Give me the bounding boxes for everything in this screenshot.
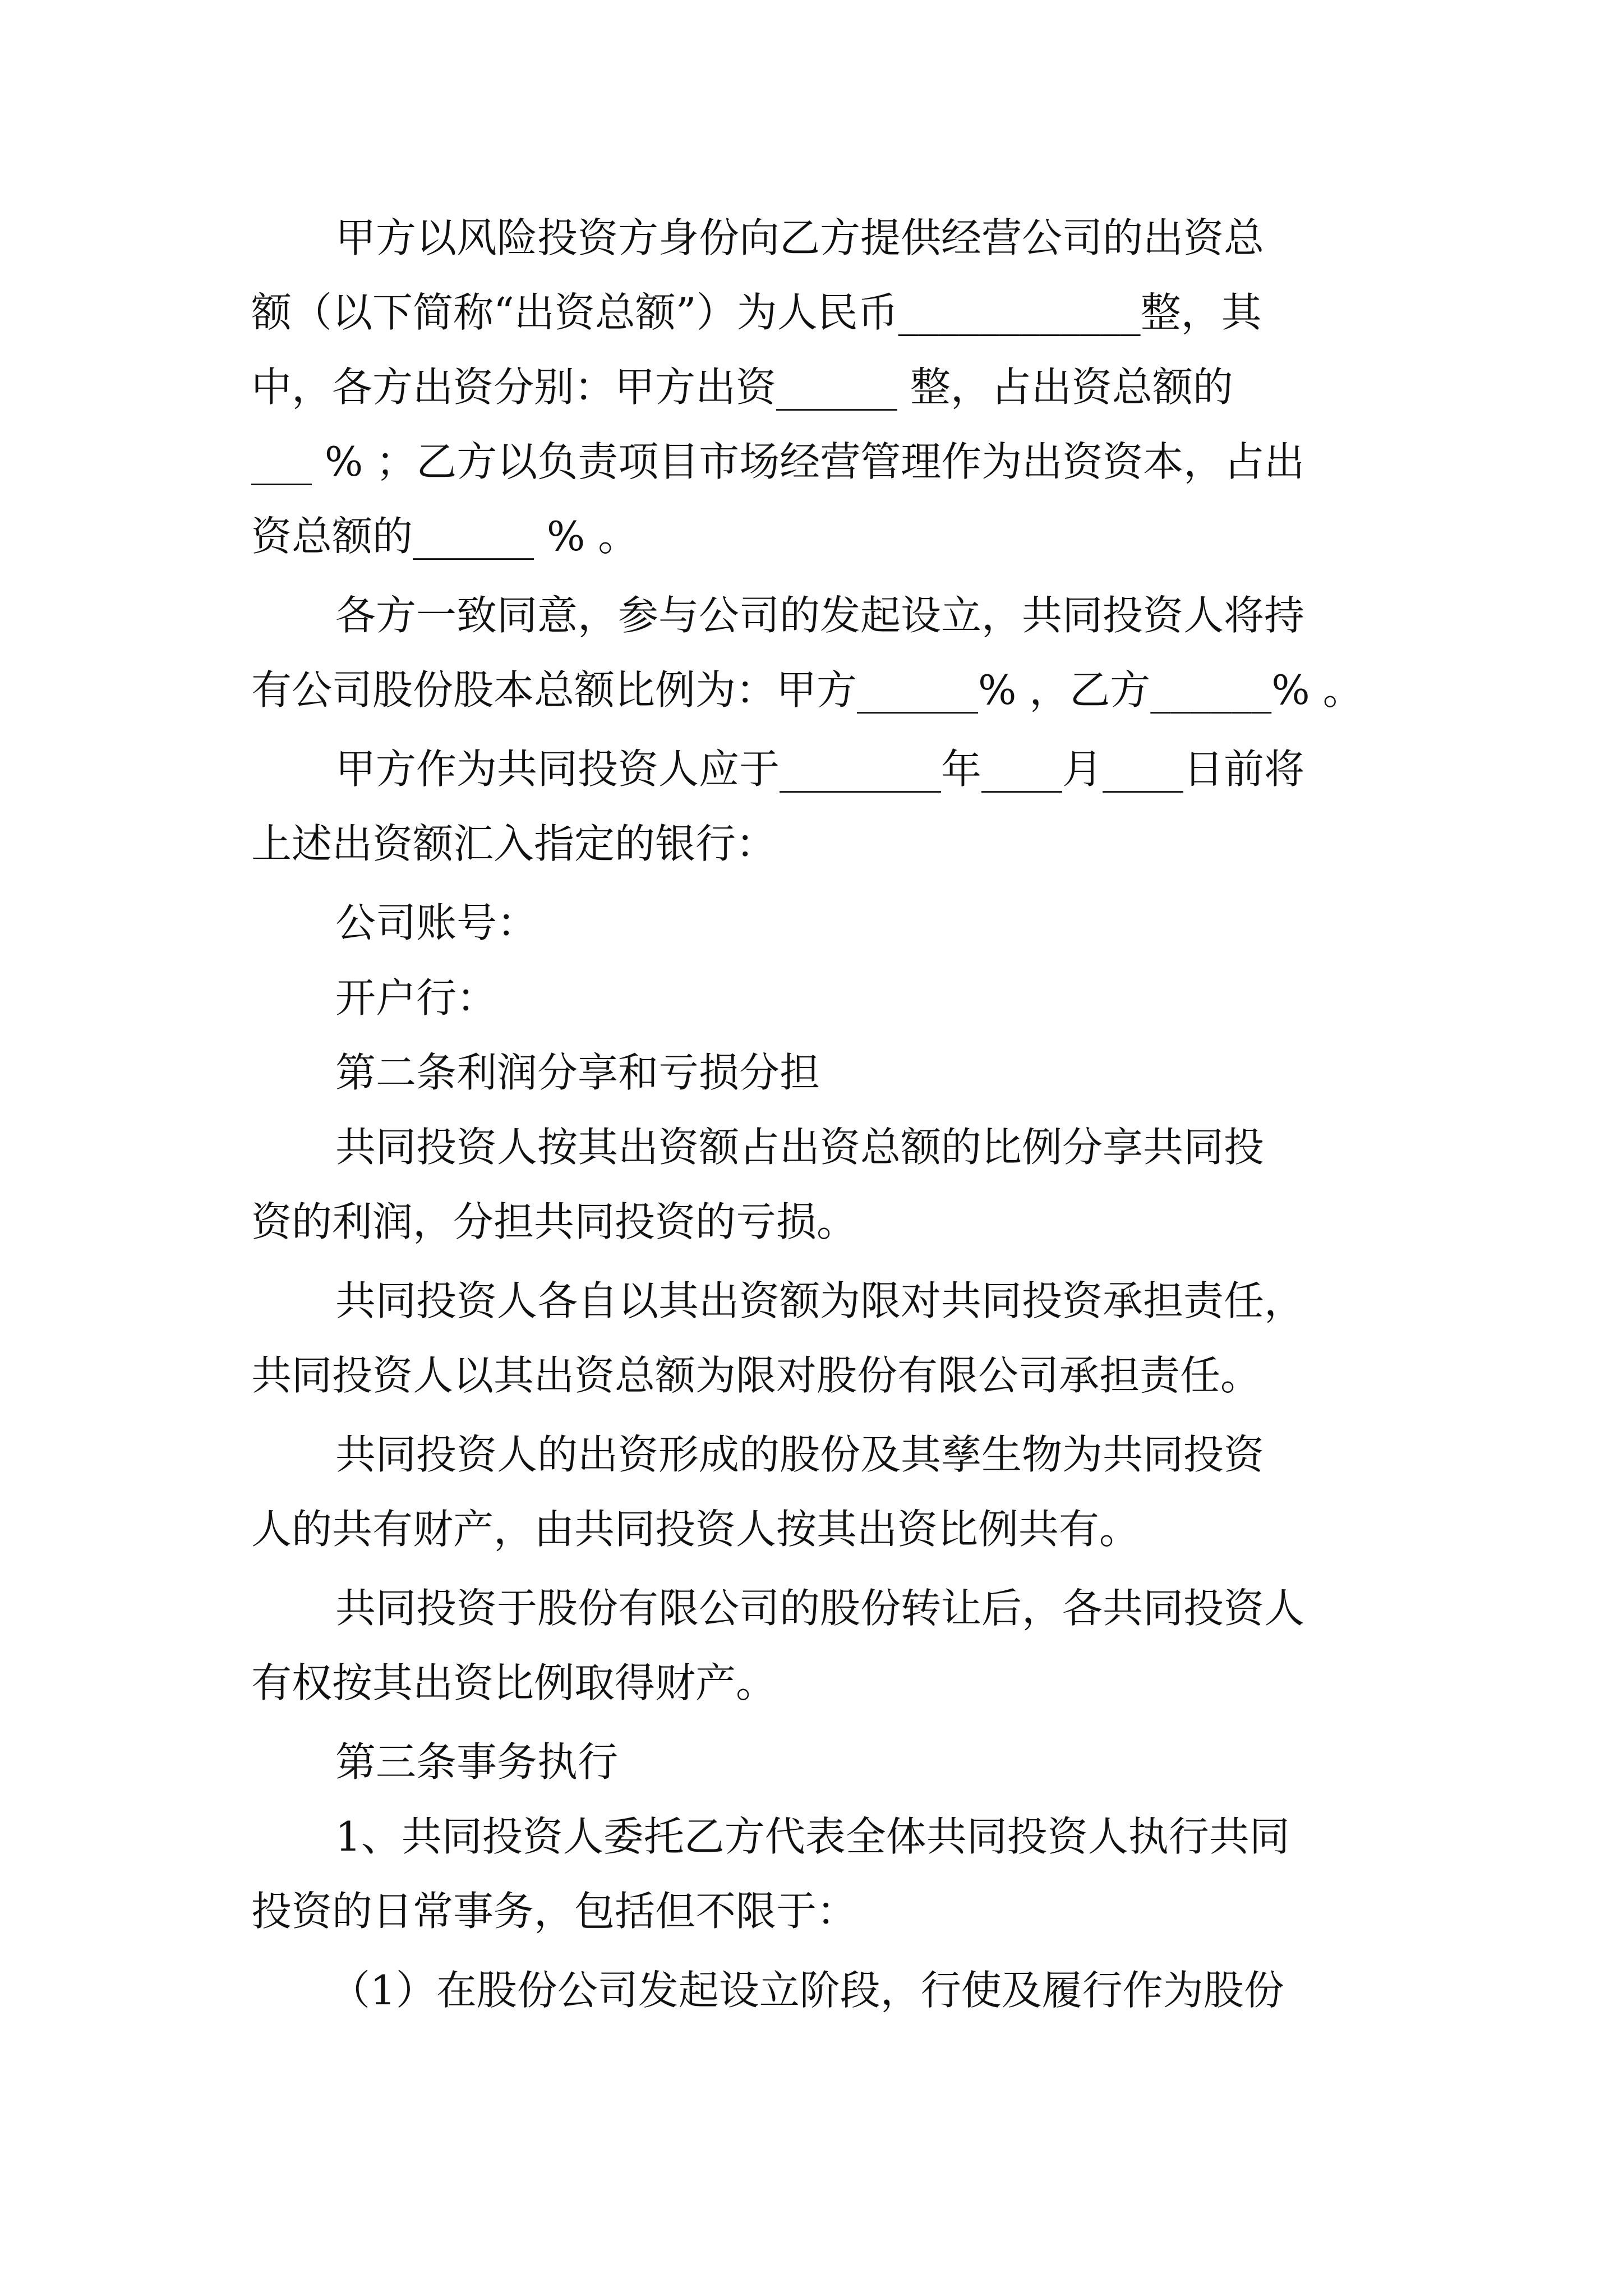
paragraph-line: 共同投资人按其出资额占出资总额的比例分享共同投: [335, 1124, 1265, 1171]
paragraph-line: 开户行：: [335, 974, 497, 1022]
paragraph-line: 甲方作为共同投资人应于________年____月____日前将: [335, 746, 1305, 793]
section-heading: 第三条事务执行: [335, 1738, 619, 1786]
paragraph-line: 资的利润，分担共同投资的亏损。: [251, 1198, 857, 1245]
paragraph-line: 有公司股份股本总额比例为：甲方______% ，乙方______% 。: [251, 666, 1363, 714]
paragraph-line: 额（以下简称“出资总额”）为人民币____________整，其: [251, 289, 1262, 336]
paragraph-line: 共同投资于股份有限公司的股份转让后，各共同投资人: [335, 1585, 1305, 1632]
paragraph-line: 投资的日常事务，包括但不限于：: [251, 1888, 857, 1935]
paragraph-line: 人的共有财产，由共同投资人按其出资比例共有。: [251, 1506, 1140, 1553]
paragraph-line: 上述出资额汇入指定的银行：: [251, 820, 777, 867]
paragraph-line: 资总额的______ % 。: [251, 513, 639, 560]
paragraph-line: 共同投资人的出资形成的股份及其孳生物为共同投资: [335, 1431, 1265, 1478]
paragraph-line: 公司账号：: [335, 899, 538, 946]
paragraph-line: 共同投资人以其出资总额为限对股份有限公司承担责任。: [251, 1352, 1261, 1399]
paragraph-line: 甲方以风险投资方身份向乙方提供经营公司的出资总: [335, 214, 1265, 261]
paragraph-line: 共同投资人各自以其出资额为限对共同投资承担责任，: [335, 1277, 1305, 1324]
paragraph-line: （1）在股份公司发起设立阶段，行使及履行作为股份: [330, 1967, 1284, 2014]
paragraph-line: ___ % ；乙方以负责项目市场经营管理作为出资资本，占出: [251, 438, 1305, 485]
paragraph-line: 1、共同投资人委托乙方代表全体共同投资人执行共同: [335, 1813, 1290, 1860]
paragraph-line: 有权按其出资比例取得财产。: [251, 1659, 777, 1706]
section-heading: 第二条利润分享和亏损分担: [335, 1049, 820, 1096]
paragraph-line: 各方一致同意，参与公司的发起设立，共同投资人将持: [335, 592, 1305, 639]
paragraph-line: 中，各方出资分别：甲方出资______ 整，占出资总额的: [251, 364, 1233, 411]
